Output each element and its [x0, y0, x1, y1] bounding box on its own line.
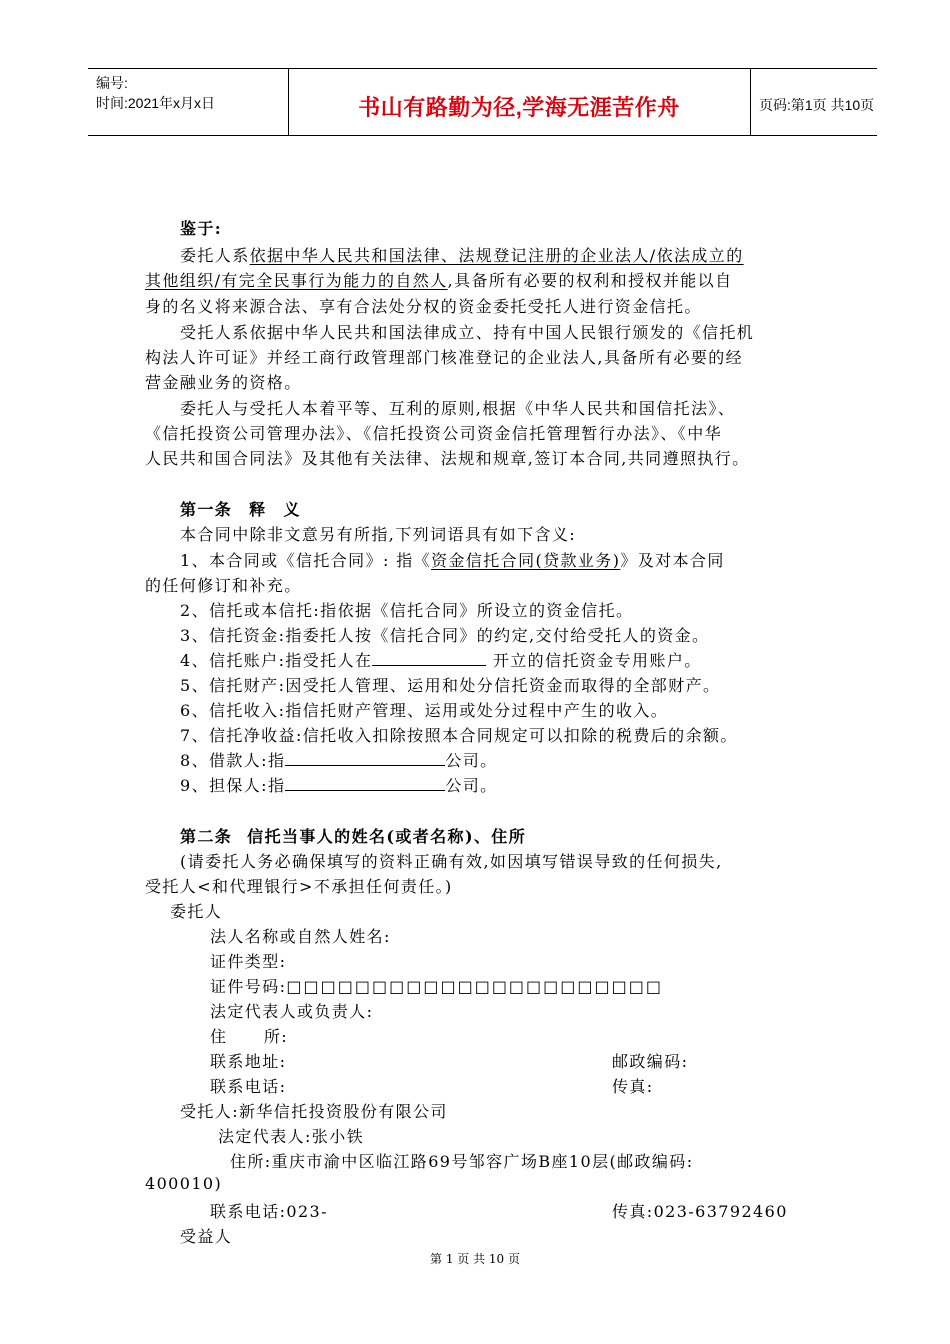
guarantor-blank[interactable]: [285, 776, 445, 791]
article2-note-line2: 受托人<和代理银行>不承担任何责任。): [145, 877, 453, 896]
borrower-blank[interactable]: [285, 751, 445, 766]
preamble-p1-line1: [180, 243, 744, 266]
settlor-label: 委托人: [170, 902, 223, 921]
definition-5: 5、信托财产:因受托人管理、运用和处分信托资金而取得的全部财产。: [180, 676, 721, 695]
definition-4-text: 4、信托账户:指受托人在: [180, 651, 373, 670]
preamble-p3-line3: 人民共和国合同法》及其他有关法律、法规和规章,签订本合同,共同遵照执行。: [145, 449, 750, 468]
definition-9: [180, 773, 498, 796]
definition-4-text-2: 开立的信托资金专用账户。: [486, 651, 702, 670]
settlor-address-label: 联系地址:: [210, 1052, 287, 1071]
trustee-phone: 联系电话:023-: [210, 1202, 328, 1221]
trustee-line: 受托人:新华信托投资股份有限公司: [180, 1102, 448, 1121]
preamble-p3-line1: 委托人与受托人本着平等、互利的原则,根据《中华人民共和国信托法》、: [180, 399, 736, 418]
definition-1-line2: 的任何修订和补充。: [145, 576, 302, 595]
document-header: [88, 68, 877, 136]
preamble-p2-line1: 受托人系依据中华人民共和国法律成立、持有中国人民银行颁发的《信托机: [180, 323, 755, 342]
trustee-address-line2: 400010): [145, 1174, 223, 1193]
definition-1-text: 1、本合同或《信托合同》: 指《: [180, 551, 432, 570]
document-time-label: 时间:2021年x月x日: [96, 95, 216, 111]
definition-3: 3、信托资金:指委托人按《信托合同》的约定,交付给受托人的资金。: [180, 626, 710, 645]
header-page-cell: [751, 69, 877, 135]
settlor-id-number-label: 证件号码:: [210, 977, 287, 996]
preamble-p1-underlined: 依据中华人民共和国法律、法规登记注册的企业法人/依法成立的: [249, 246, 744, 265]
document-number-label: 编号:: [96, 75, 128, 91]
definition-2: 2、信托或本信托:指依据《信托合同》所设立的资金信托。: [180, 601, 634, 620]
definition-9-text-2: 公司。: [445, 776, 498, 795]
preamble-p2-line2: 构法人许可证》并经工商行政管理部门核准登记的企业法人,具备所有必要的经: [145, 348, 744, 367]
definition-1-text-2: 》及对本合同: [620, 551, 725, 570]
definition-1: [180, 548, 725, 571]
settlor-fax-label: 传真:: [612, 1077, 654, 1096]
definition-1-contract-name: 资金信托合同(贷款业务): [431, 551, 621, 570]
trustee-representative: 法定代表人:张小铁: [218, 1127, 364, 1146]
header-motto-cell: [288, 69, 751, 135]
trust-bank-blank[interactable]: [372, 651, 486, 666]
settlor-phone-label: 联系电话:: [210, 1077, 287, 1096]
definition-6: 6、信托收入:指信托财产管理、运用或处分过程中产生的收入。: [180, 701, 669, 720]
definition-8: [180, 748, 498, 771]
preamble-heading: 鉴于:: [180, 219, 223, 238]
settlor-rep-label: 法定代表人或负责人:: [210, 1002, 374, 1021]
beneficiary-label: 受益人: [180, 1227, 233, 1246]
definition-8-text: 8、借款人:指: [180, 751, 286, 770]
definition-9-text: 9、担保人:指: [180, 776, 286, 795]
settlor-postcode-label: 邮政编码:: [612, 1052, 689, 1071]
header-page-number: 页码:第1页 共10页: [759, 97, 875, 113]
settlor-name-label: 法人名称或自然人姓名:: [210, 927, 391, 946]
header-motto: 书山有路勤为径,学海无涯苦作舟: [358, 95, 680, 120]
trustee-address-line1: 住所:重庆市渝中区临江路69号邹容广场B座10层(邮政编码:: [230, 1152, 694, 1171]
preamble-p1-text-2: ,具备所有必要的权利和授权并能以自: [447, 271, 733, 290]
header-meta-cell: [88, 69, 289, 135]
preamble-p3-line2: 《信托投资公司管理办法》、《信托投资公司资金信托管理暂行办法》、《中华: [145, 424, 723, 443]
preamble-p1-underlined-2: 其他组织/有完全民事行为能力的自然人: [145, 271, 448, 290]
definition-7: 7、信托净收益:信托收入扣除按照本合同规定可以扣除的税费后的余额。: [180, 726, 738, 745]
trustee-fax: 传真:023-63792460: [612, 1202, 788, 1221]
preamble-p1-line2: [145, 268, 732, 291]
settlor-id-number: [210, 974, 663, 997]
article1-intro: 本合同中除非文意另有所指,下列词语具有如下含义:: [180, 525, 577, 544]
preamble-p2-line3: 营金融业务的资格。: [145, 373, 302, 392]
article1-heading: 第一条 释 义: [180, 500, 301, 519]
settlor-id-type-label: 证件类型:: [210, 952, 287, 971]
id-number-boxes[interactable]: □□□□□□□□□□□□□□□□□□□□□□: [286, 977, 663, 996]
preamble-p1-line3: 身的名义将来源合法、享有合法处分权的资金委托受托人进行资金信托。: [145, 297, 702, 316]
definition-4: [180, 648, 702, 671]
page-footer: 第 1 页 共 10 页: [430, 1252, 520, 1266]
preamble-p1-text: 委托人系: [180, 246, 250, 265]
article2-note-line1: (请委托人务必确保填写的资料正确有效,如因填写错误导致的任何损失,: [180, 852, 723, 871]
definition-8-text-2: 公司。: [445, 751, 498, 770]
settlor-residence-label: 住 所:: [210, 1027, 289, 1046]
article2-heading: 第二条 信托当事人的姓名(或者名称)、住所: [180, 827, 527, 846]
